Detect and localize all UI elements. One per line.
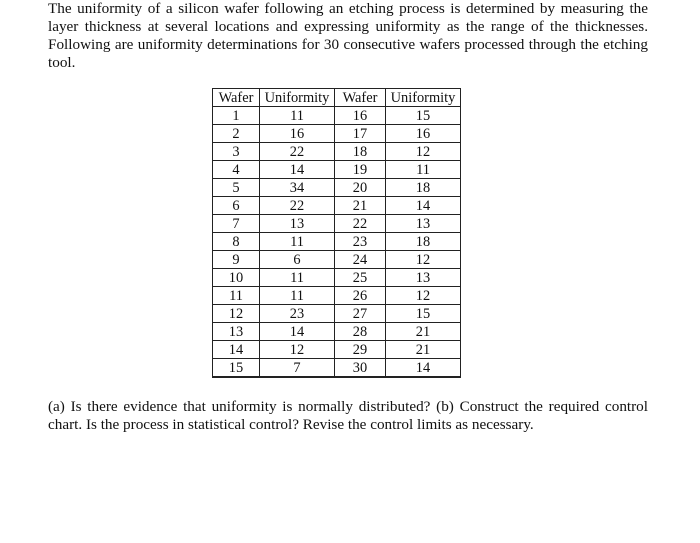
cell-wafer-left: 13 <box>213 323 260 341</box>
cell-wafer-right: 19 <box>335 161 386 179</box>
table-row <box>213 161 461 179</box>
cell-wafer-right: 25 <box>335 269 386 287</box>
cell-wafer-right: 17 <box>335 125 386 143</box>
cell-wafer-right: 28 <box>335 323 386 341</box>
cell-uniformity-right: 13 <box>386 215 461 233</box>
table-row <box>213 143 461 161</box>
cell-wafer-left: 15 <box>213 359 260 378</box>
cell-uniformity-left: 12 <box>260 341 335 359</box>
cell-uniformity-left: 22 <box>260 197 335 215</box>
header-uniformity-1: Uniformity <box>260 89 335 107</box>
cell-wafer-left: 9 <box>213 251 260 269</box>
cell-wafer-left: 2 <box>213 125 260 143</box>
cell-wafer-right: 23 <box>335 233 386 251</box>
cell-uniformity-right: 14 <box>386 197 461 215</box>
cell-wafer-left: 1 <box>213 107 260 125</box>
table-row <box>213 233 461 251</box>
cell-uniformity-left: 14 <box>260 323 335 341</box>
cell-wafer-right: 24 <box>335 251 386 269</box>
cell-uniformity-left: 23 <box>260 305 335 323</box>
table-body <box>213 107 461 378</box>
cell-wafer-right: 30 <box>335 359 386 378</box>
cell-uniformity-right: 15 <box>386 305 461 323</box>
table-row <box>213 269 461 287</box>
cell-wafer-left: 8 <box>213 233 260 251</box>
cell-uniformity-right: 11 <box>386 161 461 179</box>
cell-uniformity-right: 18 <box>386 179 461 197</box>
cell-uniformity-right: 21 <box>386 341 461 359</box>
table-row <box>213 125 461 143</box>
cell-uniformity-left: 11 <box>260 107 335 125</box>
cell-wafer-left: 10 <box>213 269 260 287</box>
question-text: (a) Is there evidence that uniformity is normally distributed? (b) Construct the required control chart. Is the process in statistical control? Revise the control limits as necessary. <box>48 398 648 433</box>
cell-wafer-left: 3 <box>213 143 260 161</box>
cell-uniformity-left: 6 <box>260 251 335 269</box>
cell-wafer-right: 18 <box>335 143 386 161</box>
cell-wafer-right: 29 <box>335 341 386 359</box>
uniformity-table-container <box>212 88 461 378</box>
table-row <box>213 305 461 323</box>
cell-wafer-right: 26 <box>335 287 386 305</box>
cell-uniformity-right: 15 <box>386 107 461 125</box>
cell-uniformity-left: 11 <box>260 233 335 251</box>
cell-wafer-left: 4 <box>213 161 260 179</box>
cell-wafer-right: 16 <box>335 107 386 125</box>
cell-uniformity-left: 34 <box>260 179 335 197</box>
cell-uniformity-left: 14 <box>260 161 335 179</box>
cell-uniformity-right: 18 <box>386 233 461 251</box>
table-row <box>213 197 461 215</box>
header-wafer-1: Wafer <box>213 89 260 107</box>
cell-wafer-left: 5 <box>213 179 260 197</box>
table-row <box>213 179 461 197</box>
cell-wafer-right: 27 <box>335 305 386 323</box>
cell-wafer-right: 21 <box>335 197 386 215</box>
table-row <box>213 251 461 269</box>
header-wafer-2: Wafer <box>335 89 386 107</box>
cell-uniformity-right: 14 <box>386 359 461 378</box>
cell-wafer-left: 6 <box>213 197 260 215</box>
cell-uniformity-right: 21 <box>386 323 461 341</box>
cell-uniformity-right: 13 <box>386 269 461 287</box>
cell-uniformity-right: 12 <box>386 287 461 305</box>
cell-uniformity-right: 12 <box>386 251 461 269</box>
cell-uniformity-left: 13 <box>260 215 335 233</box>
table-header-row <box>213 89 461 107</box>
cell-uniformity-right: 12 <box>386 143 461 161</box>
cell-wafer-left: 14 <box>213 341 260 359</box>
header-uniformity-2: Uniformity <box>386 89 461 107</box>
cell-wafer-left: 7 <box>213 215 260 233</box>
cell-uniformity-left: 11 <box>260 269 335 287</box>
cell-uniformity-left: 16 <box>260 125 335 143</box>
uniformity-table <box>212 88 461 378</box>
cell-uniformity-left: 11 <box>260 287 335 305</box>
table-row <box>213 323 461 341</box>
problem-statement: The uniformity of a silicon wafer following an etching process is determined by measuring the layer thickness at several locations and expressing uniformity as the range of the thicknesses. Following are uniformity determinations for 30 consecutive wafers processed through the etching tool. <box>48 0 648 71</box>
table-row <box>213 215 461 233</box>
table-row <box>213 107 461 125</box>
cell-uniformity-right: 16 <box>386 125 461 143</box>
cell-wafer-left: 12 <box>213 305 260 323</box>
table-row <box>213 287 461 305</box>
cell-uniformity-left: 22 <box>260 143 335 161</box>
cell-wafer-right: 22 <box>335 215 386 233</box>
cell-wafer-left: 11 <box>213 287 260 305</box>
table-row <box>213 341 461 359</box>
table-row <box>213 359 461 378</box>
cell-uniformity-left: 7 <box>260 359 335 378</box>
cell-wafer-right: 20 <box>335 179 386 197</box>
